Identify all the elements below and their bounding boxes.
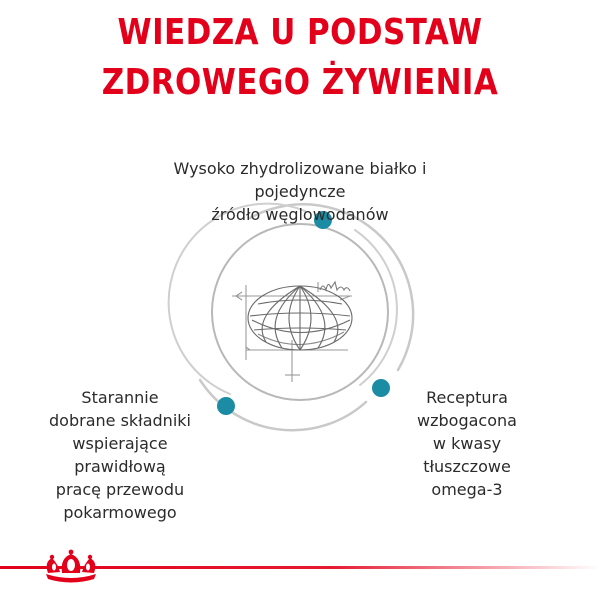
feature-left-line-2: dobrane składniki: [49, 411, 191, 430]
feature-right-line-5: omega-3: [431, 480, 503, 499]
feature-right-line-3: w kwasy: [432, 434, 502, 453]
mid-arc-left: [169, 204, 305, 394]
headline-line-1: WIEDZA U PODSTAW: [117, 12, 483, 53]
teal-dot-marker-icon: [217, 397, 235, 415]
feature-left-line-1: Starannie: [81, 388, 159, 407]
feature-top-line-1: Wysoko zhydrolizowane białko i pojedyncze: [173, 159, 427, 201]
feature-left-line-3: wspierające: [72, 434, 168, 453]
headline-line-2: ZDROWEGO ŻYWIENIA: [101, 62, 499, 103]
teal-dot-marker-icon: [372, 379, 390, 397]
rings-group: [169, 204, 413, 431]
feature-digestive-support: [40, 386, 200, 524]
feature-top-line-2: źródło węglowodanów: [211, 205, 389, 224]
feature-right-line-2: wzbogacona: [417, 411, 517, 430]
crown-logo-icon: [38, 548, 104, 584]
feature-left-line-6: pokarmowego: [63, 503, 177, 522]
feature-omega-3: [392, 386, 542, 501]
mid-arc-right: [355, 230, 397, 385]
kibble-sketch-icon: [232, 282, 352, 382]
feature-left-line-4: prawidłową: [74, 457, 166, 476]
feature-right-line-1: Receptura: [426, 388, 508, 407]
feature-hydrolyzed-protein: [130, 157, 470, 226]
feature-left-line-5: pracę przewodu: [55, 480, 185, 499]
feature-right-line-4: tłuszczowe: [423, 457, 511, 476]
